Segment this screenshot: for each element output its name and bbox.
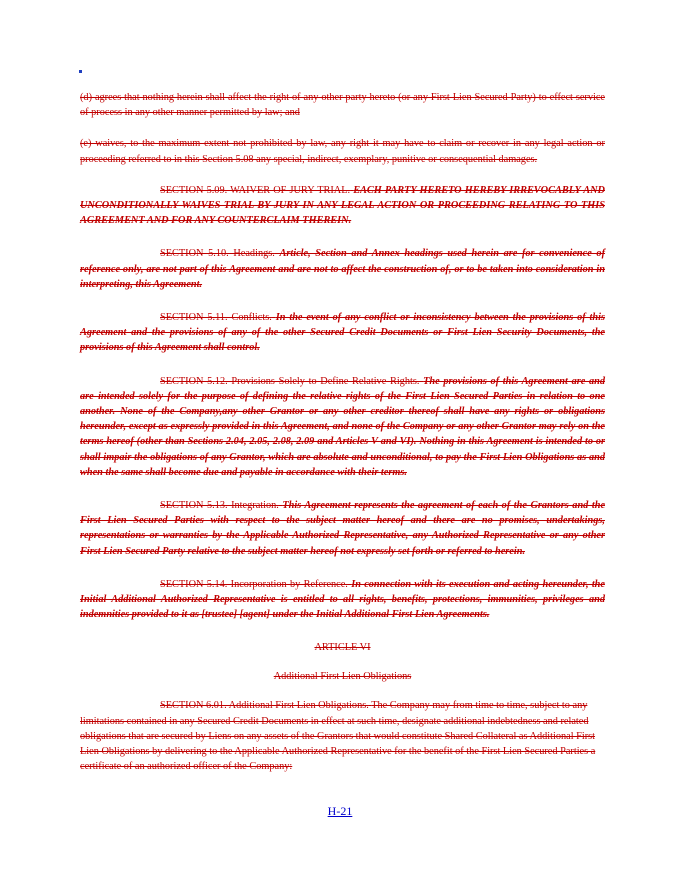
- section-5-12: [80, 374, 605, 480]
- paragraph-e-text: (e) waives, to the maximum extent not prohibited by law, any right it may have to claim or recover in any legal action or proceeding referred to in this Section 5.08 any special, indirect, exemplary, punitive or consequential damages.: [80, 138, 605, 165]
- section-6-01-body: The Company may from time to time, subject to any limitations contained in any Secured Credit Documents in effect at such time, designate additional indebtedness and related obligations that are secured by Liens on any assets of the Grantors that would constitute Shared Collateral as Additional First Lien Obligations by delivering to the Applicable Authorized Representative for the benefit of the First Lien Secured Parties a certificate of an authorized officer of the Company:: [80, 700, 596, 773]
- section-5-09-heading: SECTION 5.09. WAIVER OF JURY TRIAL.: [160, 184, 351, 196]
- page-number-link[interactable]: H-21: [327, 804, 353, 818]
- paragraph-e: [80, 136, 605, 166]
- section-5-11-heading: SECTION 5.11. Conflicts.: [160, 312, 272, 324]
- article-subtitle: Additional First Lien Obligations: [273, 671, 412, 683]
- section-6-01: [80, 698, 605, 774]
- section-5-09: [80, 183, 605, 229]
- section-5-13: [80, 498, 605, 559]
- section-5-14-heading: SECTION 5.14. Incorporation by Reference.: [160, 578, 348, 590]
- section-5-10: [80, 246, 605, 292]
- section-5-11-body: In the event of any conflict or inconsistency between the provisions of this Agreement and the provisions of any of the other Secured Credit Documents or First Lien Security Documents, the provisions of this Agreement shall control.: [80, 312, 606, 354]
- article-title: ARTICLE VI: [314, 642, 371, 654]
- section-5-14: [80, 577, 605, 623]
- section-5-14-body: In connection with its execution and acting hereunder, the Initial Additional Authorized Representative is entitled to all rights, benefits, protections, immunities, privileges and indemnities provided to it as [trustee] [agent] under the Initial Additional First Lien Agreements.: [80, 578, 605, 621]
- revision-marker: [79, 70, 82, 73]
- section-5-12-heading: SECTION 5.12. Provisions Solely to Define Relative Rights.: [160, 375, 420, 387]
- section-5-13-body: This Agreement represents the agreement of each of the Grantors and the First Lien Secured Parties with respect to the subject matter hereof and there are no promises, undertakings, representations or warranties by the Applicable Authorized Representative, any Authorized Representative or any other First Lien Secured Party relative to the subject matter hereof not expressly set forth or referred to herein.: [80, 500, 606, 557]
- document-body: [80, 90, 605, 793]
- section-5-11: [80, 310, 605, 356]
- section-5-09-body: EACH PARTY HERETO HEREBY IRREVOCABLY AND UNCONDITIONALLY WAIVES TRIAL BY JURY IN ANY LEGAL ACTION OR PROCEEDING RELATING TO THIS AGREEMENT AND FOR ANY COUNTERCLAIM THEREIN.: [80, 184, 605, 227]
- section-5-10-heading: SECTION 5.10. Headings.: [160, 248, 275, 260]
- section-5-10-body: Article, Section and Annex headings used herein are for convenience of reference only, are not part of this Agreement and are not to affect the construction of, or to be taken into consideration in interpreting, this Agreement.: [80, 248, 606, 290]
- paragraph-d: [80, 90, 605, 120]
- section-5-13-heading: SECTION 5.13. Integration.: [160, 500, 279, 512]
- paragraph-d-text: (d) agrees that nothing herein shall affect the right of any other party hereto (or any First Lien Secured Party) to effect service of process in any other manner permitted by law; and: [80, 92, 605, 119]
- section-6-01-heading: SECTION 6.01. Additional First Lien Obligations.: [160, 700, 369, 712]
- section-5-12-body: The provisions of this Agreement are and are intended solely for the purpose of defining the relative rights of the First Lien Secured Parties in relation to one another. None of the Company,any other Grantor or any other creditor thereof shall have any rights or obligations hereunder, except as expressly provided in this Agreement, and none of the Company or any other Grantor may rely on the terms hereof (other than Sections 2.04, 2.05, 2.08, 2.09 and Articles V and VI). Nothing in this Agreement is intended to or shall impair the obligations of any Grantor, which are absolute and unconditional, to pay the First Lien Obligations as and when the same shall become due and payable in accordance with their terms.: [80, 375, 606, 478]
